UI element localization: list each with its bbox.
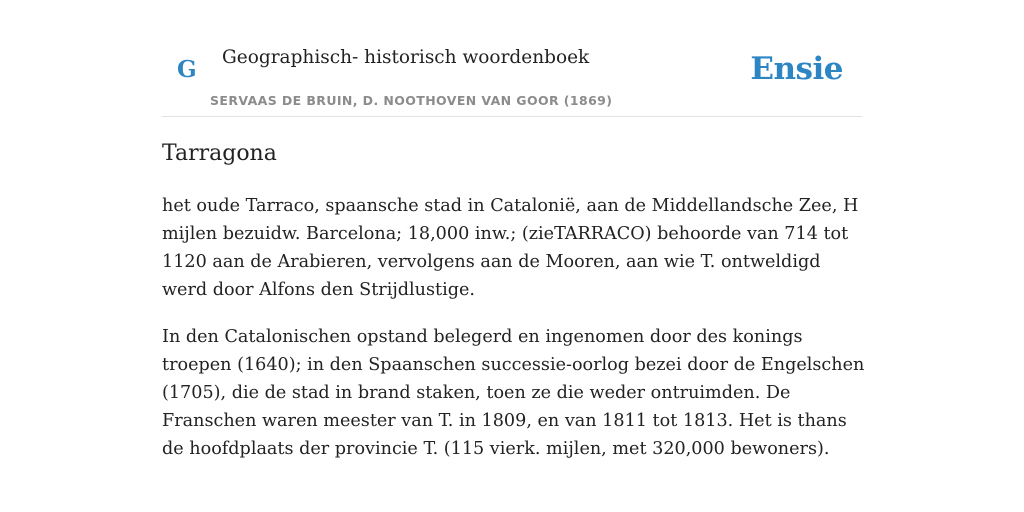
book-author-link[interactable]: SERVAAS DE BRUIN, D. NOOTHOVEN VAN GOOR (1869) [210,93,613,108]
entry-title: Tarragona [162,141,277,166]
book-header [162,0,862,117]
ensie-logo-link[interactable]: Ensie [750,51,843,87]
page [162,0,865,459]
entry-paragraph-2: In den Catalonischen opstand belegerd en ingenomen door des konings troepen (1640); in den Spaanschen successie-oorlog bezei door de Engelschen (1705), die de stad in brand staken, toen ze die weder ontruimden. De Franschen waren meester van T. in 1809, en van 1811 tot 1813. Het is thans de hoofdplaats der provincie T. (115 vierk. mijlen, met 320,000 bewoners). [162,327,865,459]
book-title-link[interactable]: Geographisch- historisch woordenboek [222,47,590,68]
entry-paragraph-1: het oude Tarraco, spaansche stad in Catalonië, aan de Middellandsche Zee, H mijlen bezuidw. Barcelona; 18,000 inw.; (zieTARRACO) behoorde van 714 tot 1120 aan de Arabieren, vervolgens aan de Mooren, aan wie T. ontweldigd werd door Alfons den Strijdlustige. [162,196,859,300]
book-letter-link[interactable]: G [177,56,197,83]
entry-body [162,192,867,482]
